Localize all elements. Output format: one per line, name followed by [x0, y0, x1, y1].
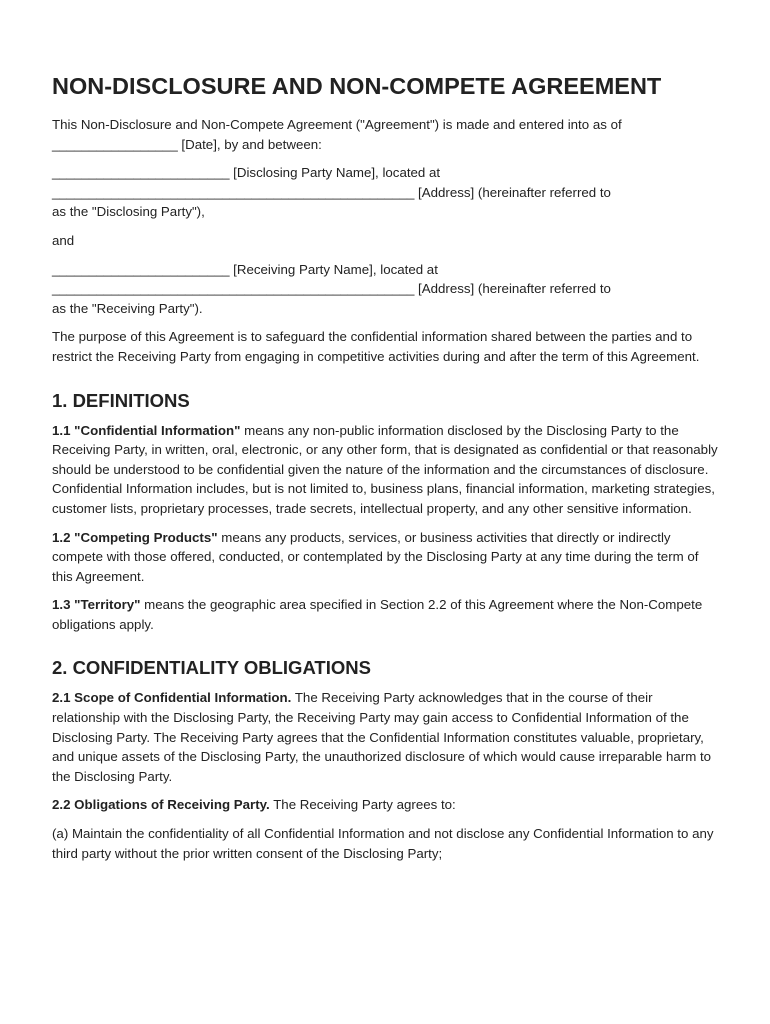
- section-2-heading: 2. CONFIDENTIALITY OBLIGATIONS: [52, 657, 371, 679]
- disclosing-line-3: as the "Disclosing Party"),: [52, 204, 205, 220]
- receiving-line-3: as the "Receiving Party").: [52, 300, 203, 316]
- definition-1-1-term: 1.1 "Confidential Information": [52, 422, 241, 438]
- intro-line-1: This Non-Disclosure and Non-Compete Agreement ("Agreement") is made and entered into as of: [52, 117, 622, 132]
- and-paragraph: and: [52, 232, 75, 248]
- definition-1-1: [52, 421, 718, 519]
- clause-2-1: [52, 688, 718, 786]
- purpose-paragraph: The purpose of this Agreement is to safeguard the confidential information shared between the parties and to restrict the Receiving Party from engaging in competitive activities during and after the term of this Agreement.: [52, 329, 700, 364]
- receiving-line-1: ________________________ [Receiving Party Name], located at: [52, 261, 438, 277]
- clause-2-1-text: The Receiving Party acknowledges that in the course of their relationship with the Disclosing Party, the Receiving Party may gain access to Confidential Information of the Disclosing Party. The Receiving Party agrees that the Confidential Information constitutes valuable, proprietary, and unique assets of the Disclosing Party, the unauthorized disclosure of which would cause irreparable harm to the Disclosing Party.: [52, 690, 712, 784]
- definition-1-1-text: means any non-public information disclosed by the Disclosing Party to the Receiving Party, in written, oral, electronic, or any other form, that is designated as confidential or that reasonably should be understood to be confidential given the nature of the information and the circumstances of disclosure. Confidential Information includes, but is not limited to, business plans, financial information, marketing strategies, customer lists, proprietary processes, trade secrets, intellectual property, and any other sensitive information.: [52, 422, 718, 516]
- definition-1-2-text: means any products, services, or business activities that directly or indirectly compete with those offered, conducted, or contemplated by the Disclosing Party at any time during the term of this Agreement.: [52, 529, 699, 584]
- clause-2-2-item-a: (a) Maintain the confidentiality of all Confidential Information and not disclose any Confidential Information to any third party without the prior written consent of the Disclosing Party;: [52, 826, 714, 861]
- document-title: NON-DISCLOSURE AND NON-COMPETE AGREEMENT: [52, 73, 662, 99]
- disclosing-line-1: ________________________ [Disclosing Party Name], located at: [52, 165, 441, 181]
- disclosing-line-2: _________________________________________________ [Address] (hereinafter referred to: [52, 184, 611, 200]
- clause-2-2-text: The Receiving Party agrees to:: [269, 797, 456, 813]
- document-page: [52, 70, 718, 872]
- definition-1-3: [52, 595, 718, 634]
- receiving-party-paragraph: [52, 260, 718, 319]
- definition-1-2: [52, 528, 718, 587]
- intro-paragraph: [52, 115, 718, 154]
- definition-1-3-term: 1.3 "Territory": [52, 597, 141, 613]
- clause-2-2-term: 2.2 Obligations of Receiving Party.: [52, 797, 270, 813]
- disclosing-party-paragraph: [52, 163, 718, 222]
- intro-line-2: _________________ [Date], by and between:: [52, 136, 322, 152]
- section-1-heading: 1. DEFINITIONS: [52, 389, 190, 411]
- definition-1-3-text: means the geographic area specified in Section 2.2 of this Agreement where the Non-Compete obligations apply.: [52, 597, 703, 632]
- receiving-line-2: _________________________________________________ [Address] (hereinafter referred to: [52, 281, 611, 297]
- definition-1-2-term: 1.2 "Competing Products": [52, 529, 218, 545]
- clause-2-2: [52, 795, 718, 815]
- clause-2-1-term: 2.1 Scope of Confidential Information.: [52, 690, 292, 706]
